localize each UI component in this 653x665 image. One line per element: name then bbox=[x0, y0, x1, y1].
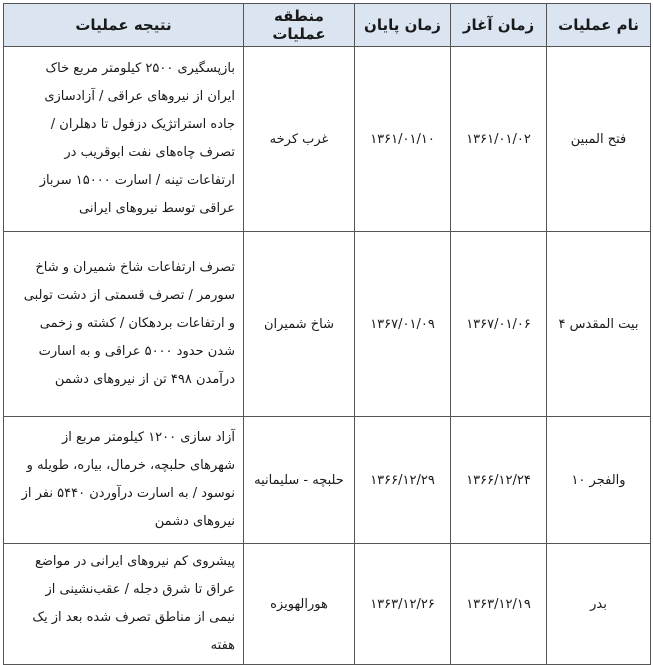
operation-result: تصرف ارتفاعات شاخ شمیران و شاخ سورمر / تصرف قسمتی از دشت تولبی و ارتفاعات بردهکان / کشته و زخمی شدن حدود ۵۰۰۰ عراقی و به اسارت درآمدن ۴۹۸ تن از نیروهای دشمن bbox=[4, 232, 244, 417]
operation-result: آزاد سازی ۱۲۰۰ کیلومتر مربع از شهرهای حلبچه، خرمال، بیاره، طویله و نوسود / به اسارت درآوردن ۵۴۴۰ نفر از نیروهای دشمن bbox=[4, 417, 244, 544]
operation-end: ۱۳۶۳/۱۲/۲۶ bbox=[355, 544, 451, 665]
table-header bbox=[4, 4, 651, 47]
header-start: زمان آغاز bbox=[451, 4, 547, 47]
operation-result: بازپسگیری ۲۵۰۰ کیلومتر مربع خاک ایران از نیروهای عراقی / آزادسازی جاده استراتژیک دزفول تا دهلران / تصرف چاه‌های نفت ابوقریب در ارتفاعات تینه / اسارت ۱۵۰۰۰ سرباز عراقی توسط نیروهای ایرانی bbox=[4, 47, 244, 232]
operation-end: ۱۳۶۷/۰۱/۰۹ bbox=[355, 232, 451, 417]
header-name: نام عملیات bbox=[547, 4, 651, 47]
operation-start: ۱۳۶۶/۱۲/۲۴ bbox=[451, 417, 547, 544]
operation-region: حلبچه - سلیمانیه bbox=[244, 417, 355, 544]
operation-start: ۱۳۶۳/۱۲/۱۹ bbox=[451, 544, 547, 665]
operation-region: شاخ شمیران bbox=[244, 232, 355, 417]
header-region: منطقه عملیات bbox=[244, 4, 355, 47]
operation-start: ۱۳۶۷/۰۱/۰۶ bbox=[451, 232, 547, 417]
operation-end: ۱۳۶۱/۰۱/۱۰ bbox=[355, 47, 451, 232]
operation-result: پیشروی کم نیروهای ایرانی در مواضع عراق تا شرق دجله / عقب‌نشینی از نیمی از مناطق تصرف شده بعد از یک هفته bbox=[4, 544, 244, 665]
table-row bbox=[4, 232, 651, 417]
operation-name: والفجر ۱۰ bbox=[547, 417, 651, 544]
header-result: نتیجه عملیات bbox=[4, 4, 244, 47]
operation-name: فتح المبین bbox=[547, 47, 651, 232]
operations-table bbox=[3, 3, 651, 665]
header-row bbox=[4, 4, 651, 47]
table-body bbox=[4, 47, 651, 665]
operation-region: غرب کرخه bbox=[244, 47, 355, 232]
operation-end: ۱۳۶۶/۱۲/۲۹ bbox=[355, 417, 451, 544]
operation-region: هورالهویزه bbox=[244, 544, 355, 665]
table-row bbox=[4, 417, 651, 544]
operation-name: بیت المقدس ۴ bbox=[547, 232, 651, 417]
operation-start: ۱۳۶۱/۰۱/۰۲ bbox=[451, 47, 547, 232]
operation-name: بدر bbox=[547, 544, 651, 665]
table-row bbox=[4, 47, 651, 232]
table-row bbox=[4, 544, 651, 665]
header-end: زمان پایان bbox=[355, 4, 451, 47]
